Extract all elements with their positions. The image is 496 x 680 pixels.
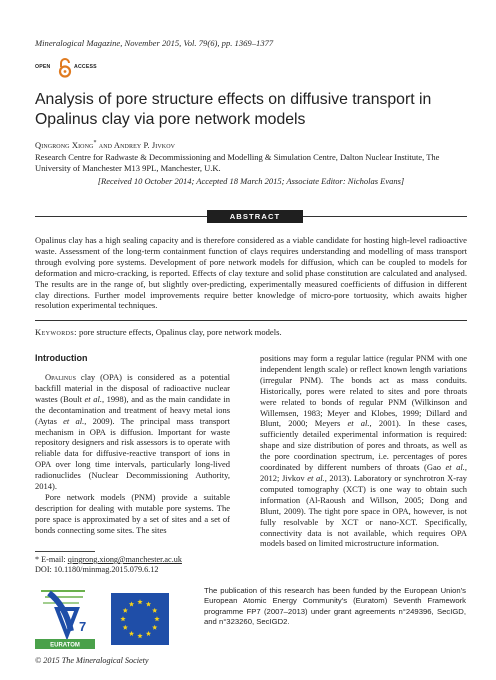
affiliation: Research Centre for Radwaste & Decommissioning and Modelling & Simulation Centre, Dalton Nuclear Institute, The University of Manchester M13 9PL, Manchester, U.K. [35,152,440,173]
author-email-link[interactable]: qingrong.xiong@manchester.ac.uk [67,555,182,564]
abstract-bottom-rule [35,320,467,321]
text-italic: et al. [307,472,325,483]
column-left [35,372,230,536]
received-dates: [Received 10 October 2014; Accepted 18 March 2015; Associate Editor: Nicholas Evans] [97,176,405,186]
author-and: and [96,140,114,150]
keywords [35,327,282,337]
abstract-text: Opalinus clay has a high sealing capacity and is therefore considered as a viable candidate for hosting high-level radioactive waste. Assessment of the long-term containment function of clays requires understanding and modelling of mass transport through evolving pore systems. Development of pore network models for diffusion, which can be coupled to models for deformation and micro-cracking, is reported. Effects of clay texture and solid phase constitution are calculated and analysed. The results are in the range of, but slightly over-predicting, experimentally measured coefficients of diffusion in different clay directions. Further model improvements require better knowledge of micro-pore tortuosity, which awaits higher resolution experimental techniques. [35,235,467,311]
keywords-text: pore structure effects, Opalinus clay, pore network models. [76,327,282,337]
author-2: Andrey P. Jivkov [113,140,176,150]
text-italic: et al. [63,415,85,426]
text-italic: et al. [347,418,370,429]
text-run: , 2001). In these cases, sufficiently detailed experimental information is required: shape and size distribution of pores and throats, as well as the pore coordination spectrum, i.e. percentages of pores coordinated by different numbers of throats (Gao [260,418,468,473]
text-run: , 2012; Jivkov [260,462,467,483]
email-label: * E-mail: [35,555,68,564]
open-access-right: ACCESS [74,64,97,70]
eu-flag-icon [111,593,169,645]
funding-statement: The publication of this research has been funded by the European Union's European Atomic Energy Community's (Euratom) Seventh Framework programme FP7 (2007–2013) under grant agreements n°249396, SecIGD, and n°323260, SecIGD2. [204,586,466,626]
text-run: , 2013). Laboratory or synchrotron X-ray computed tomography (XCT) is one way to obtain such information (Al-Raoush and Willson, 2005; Dong and Blunt, 2009). The tight pore space in OPA, however, is not fully resolvable by XCT or nano-XCT. Specifically, connectivity data is not available, which requires OPA models based on limited microstructure information. [260,472,467,549]
open-lock-icon [58,58,72,78]
column-right [260,353,467,549]
keywords-label: Keywords: [35,327,77,337]
author-list [35,140,175,150]
fp7-euratom-logo [35,585,97,649]
dropcap-word: Opalinus [45,372,76,382]
open-access-badge [35,58,155,80]
corresponding-mark: * [93,140,97,147]
doi: DOI: 10.1180/minmag.2015.079.6.12 [35,565,159,575]
intro-paragraph-1 [35,372,230,492]
text-italic: et al. [445,462,465,473]
open-access-left: OPEN [35,64,51,70]
article-title: Analysis of pore structure effects on diffusive transport in Opalinus clay via pore network models [35,91,432,128]
funding-logos [35,585,169,649]
text-run: , 2009). The principal mass transport mechanism in OPA is diffusion. Important for waste repository designers and risk assessors is to operate with reliable data for diffusive-reactive transport of ions in OPA over long time intervals, particularly long-lived radionuclides (Nuclear Decommissioning Authority, 2014). [35,415,230,492]
footnote [35,555,182,575]
intro-paragraph-continued [260,353,467,549]
text-run: clay (OPA) is considered as a potential backfill material in the disposal of radioactive nuclear wastes (Boult [35,372,230,404]
copyright-footer: © 2015 The Mineralogical Society [35,656,149,665]
footnote-rule [35,551,95,552]
section-heading-introduction: Introduction [35,353,88,363]
text-run: , 1998), and as the main candidate in the decontamination and treatment of heavy metal ions (Aytas [35,393,230,426]
abstract-label: ABSTRACT [207,210,303,223]
author-1: Qingrong Xiong [35,140,94,150]
fp7-number: 7 [79,619,87,634]
euratom-label: EURATOM [50,642,80,649]
text-run: positions may form a regular lattice (regular PNM with one independent length scale) or reflect known length variations (irregular PNM). The bonds act as mass conduits. Historically, pores were related to sites and pore throats were related to bonds of regular PNM (Wilkinson and Willemsen, 1983; Meyer and Klobes, 1999; Dillard and Blunt, 2000; Meyers [260,353,467,429]
text-italic: et al. [84,393,102,404]
journal-citation: Mineralogical Magazine, November 2015, Vol. 79(6), pp. 1369–1377 [35,38,274,48]
intro-paragraph-2: Pore network models (PNM) provide a suitable description for dealing with mutable pore systems. The pore space is approximated by a set of sites and a set of bonds connecting some sites. The sites [35,491,230,535]
